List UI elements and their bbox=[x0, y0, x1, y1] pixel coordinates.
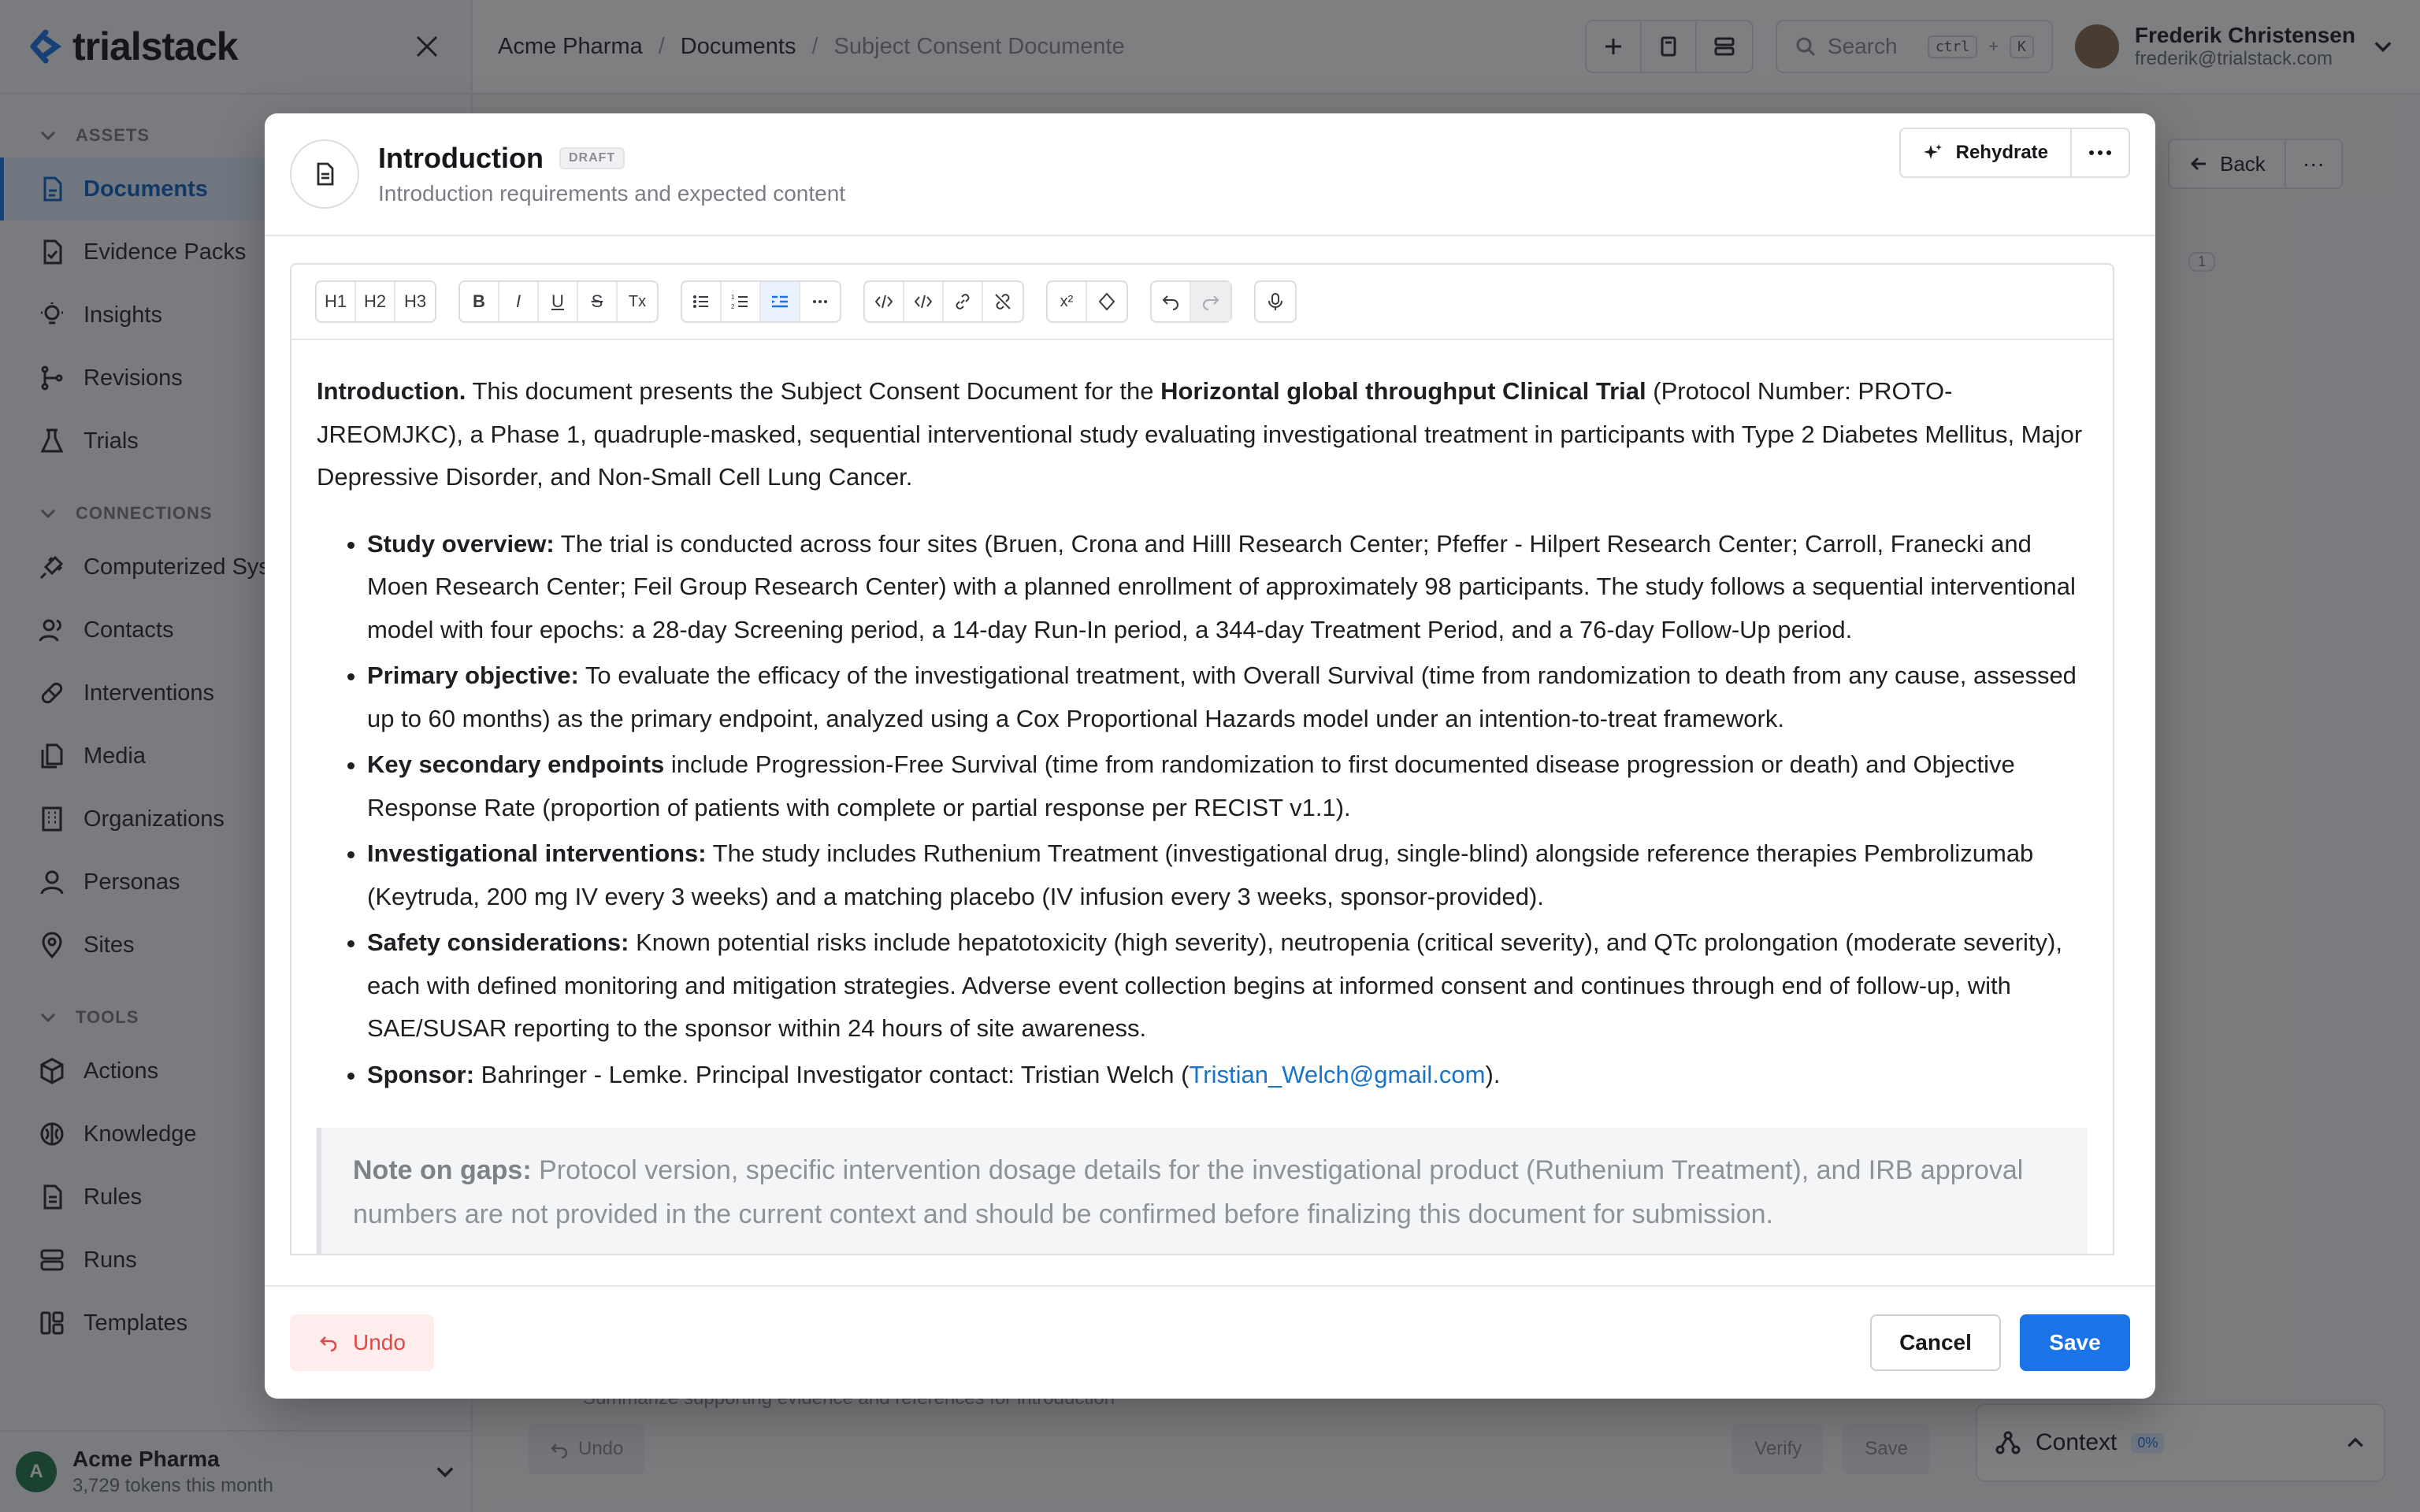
section-editor-modal bbox=[265, 113, 2155, 1399]
list-item-label: Key secondary endpoints bbox=[367, 750, 665, 778]
svg-text:1: 1 bbox=[731, 294, 735, 301]
microphone-icon bbox=[1265, 291, 1286, 312]
dictation-button[interactable] bbox=[1256, 282, 1295, 321]
list-item bbox=[367, 523, 2088, 652]
intro-paragraph bbox=[317, 370, 2088, 499]
more-horizontal-icon bbox=[810, 291, 830, 312]
gaps-note bbox=[317, 1128, 2088, 1255]
link-icon bbox=[952, 291, 973, 312]
bullet-list-button[interactable] bbox=[682, 282, 722, 321]
svg-text:2: 2 bbox=[731, 303, 735, 310]
code-icon bbox=[874, 291, 894, 312]
modal-header bbox=[265, 113, 2155, 236]
list-item-text: To evaluate the efficacy of the investigational treatment, with Overall Survival (time from randomization to death from any cause, assessed up to 60 months) as the primary endpoint, analyzed using a Cox Proportional Hazards model under an intention-to-treat framework. bbox=[367, 662, 2077, 732]
editor-toolbar bbox=[291, 265, 2113, 340]
sparkles-icon bbox=[1923, 143, 1943, 163]
cancel-button[interactable]: Cancel bbox=[1870, 1314, 2001, 1371]
note-text: Protocol version, specific intervention dosage details for the investigational product (Ruthenium Treatment), and IRB approval numbers are not provided in the current context and should be confirmed before finalizing this document for submission. bbox=[353, 1155, 2024, 1229]
list-item bbox=[367, 1054, 2088, 1097]
unlink-button[interactable] bbox=[983, 282, 1023, 321]
list-item bbox=[367, 654, 2088, 740]
more-horizontal-icon bbox=[2088, 150, 2112, 156]
list-item-text: include Progression-Free Survival (time from randomization to first documented disease progression or death) and Objective Response Rate (proportion of patients with complete or partial response per RECIST v1.1). bbox=[367, 750, 2015, 821]
more-options-button[interactable] bbox=[2072, 129, 2129, 176]
modal-title-row bbox=[378, 142, 845, 175]
italic-button[interactable]: I bbox=[499, 282, 539, 321]
list-item-text: ). bbox=[1485, 1060, 1501, 1088]
bullet-list-icon bbox=[691, 291, 711, 312]
rehydrate-label: Rehydrate bbox=[1955, 142, 2048, 163]
redo-edit-button[interactable] bbox=[1191, 282, 1230, 321]
code-block-button[interactable] bbox=[904, 282, 944, 321]
list-item-text: The trial is conducted across four sites (Bruen, Crona and Hilll Research Center; Pfeffer - Hilpert Research Center; Carroll, Franecki and Moen Research Center; Feil Group Research Center) with a planned enrollment of approximately 98 participants. The study follows a sequential interventional model with four epochs: a 28-day Screening period, a 14-day Run-In period, a 344-day Treatment Period, and a 76-day Follow-Up period. bbox=[367, 529, 2076, 643]
list-item-label: Sponsor: bbox=[367, 1060, 475, 1088]
unlink-icon bbox=[993, 291, 1013, 312]
undo-label: Undo bbox=[353, 1330, 406, 1354]
summary-list bbox=[317, 523, 2088, 1097]
list-item bbox=[367, 743, 2088, 829]
heading-2-button[interactable]: H2 bbox=[356, 282, 395, 321]
strikethrough-button[interactable]: S bbox=[578, 282, 618, 321]
rich-text-editor[interactable] bbox=[290, 263, 2114, 1255]
document-badge bbox=[290, 139, 359, 209]
save-button[interactable]: Save bbox=[2020, 1314, 2130, 1371]
list-item-label: Safety considerations: bbox=[367, 928, 629, 956]
more-format-button[interactable] bbox=[800, 282, 840, 321]
rehydrate-button[interactable] bbox=[1901, 129, 2072, 176]
document-icon bbox=[311, 161, 338, 187]
list-item bbox=[367, 832, 2088, 918]
list-item-label: Investigational interventions: bbox=[367, 839, 707, 867]
heading-1-button[interactable]: H1 bbox=[317, 282, 356, 321]
list-item bbox=[367, 921, 2088, 1051]
bold-button[interactable]: B bbox=[460, 282, 499, 321]
misc-group bbox=[1046, 280, 1128, 323]
redo-icon bbox=[1201, 291, 1221, 312]
ordered-list-icon bbox=[730, 291, 751, 312]
intro-text: (Protocol Number: PROTO-JREOMJKC), a Phase 1, quadruple-masked, sequential interventional study evaluating investigational treatment in participants with Type 2 Diabetes Mellitus, Major Depressive Disorder, and Non-Small Cell Lung Cancer. bbox=[317, 377, 2083, 491]
undo-icon bbox=[318, 1332, 339, 1353]
highlight-button[interactable] bbox=[1087, 282, 1126, 321]
indent-list-button[interactable] bbox=[761, 282, 800, 321]
undo-icon bbox=[1160, 291, 1181, 312]
voice-group bbox=[1254, 280, 1297, 323]
undo-button[interactable] bbox=[290, 1314, 434, 1371]
format-group bbox=[458, 280, 659, 323]
diamond-icon bbox=[1097, 291, 1117, 312]
ordered-list-button[interactable] bbox=[722, 282, 761, 321]
history-group bbox=[1150, 280, 1232, 323]
list-item-label: Primary objective: bbox=[367, 662, 579, 689]
insert-group bbox=[863, 280, 1024, 323]
superscript-button[interactable]: x² bbox=[1048, 282, 1087, 321]
code-block-icon bbox=[913, 291, 933, 312]
clear-format-button[interactable]: Tx bbox=[628, 292, 647, 310]
modal-footer bbox=[265, 1285, 2155, 1399]
heading-3-button[interactable]: H3 bbox=[403, 291, 427, 311]
modal-title: Introduction bbox=[378, 142, 544, 174]
list-item-text: Known potential risks include hepatotoxicity (high severity), neutropenia (critical severity), and QTc prolongation (moderate severity), each with defined monitoring and mitigation strategies. Adverse event collection begins at informed consent and continues through end of follow-up, with SAE/SUSAR reporting to the sponsor within 24 hours of site awareness. bbox=[367, 928, 2062, 1042]
list-item-text: The study includes Ruthenium Treatment (investigational drug, single-blind) alongside reference therapies Pembrolizumab (Keytruda, 200 mg IV every 3 weeks) and a matching placebo (IV infusion every 3 weeks, sponsor-provided). bbox=[367, 839, 2034, 910]
undo-edit-button[interactable] bbox=[1152, 282, 1191, 321]
code-inline-button[interactable] bbox=[865, 282, 904, 321]
note-label: Note on gaps: bbox=[353, 1155, 532, 1185]
modal-heading bbox=[378, 142, 845, 206]
indent-list-icon bbox=[770, 291, 790, 312]
list-item-text: Bahringer - Lemke. Principal Investigator contact: Tristian Welch ( bbox=[474, 1060, 1190, 1088]
editor-content[interactable] bbox=[291, 340, 2113, 1255]
intro-lead: Introduction. bbox=[317, 377, 466, 405]
underline-button[interactable]: U bbox=[539, 282, 578, 321]
status-badge: DRAFT bbox=[559, 147, 625, 169]
list-item-label: Study overview: bbox=[367, 529, 555, 558]
heading-group bbox=[315, 280, 436, 323]
trial-name: Horizontal global throughput Clinical Trial bbox=[1160, 377, 1646, 405]
modal-subtitle: Introduction requirements and expected content bbox=[378, 181, 846, 206]
email-link[interactable]: Tristian_Welch@gmail.com bbox=[1189, 1060, 1486, 1088]
link-button[interactable] bbox=[944, 282, 983, 321]
modal-header-actions bbox=[1899, 128, 2130, 178]
list-group bbox=[681, 280, 841, 323]
intro-text: This document presents the Subject Consent Document for the bbox=[466, 377, 1161, 405]
